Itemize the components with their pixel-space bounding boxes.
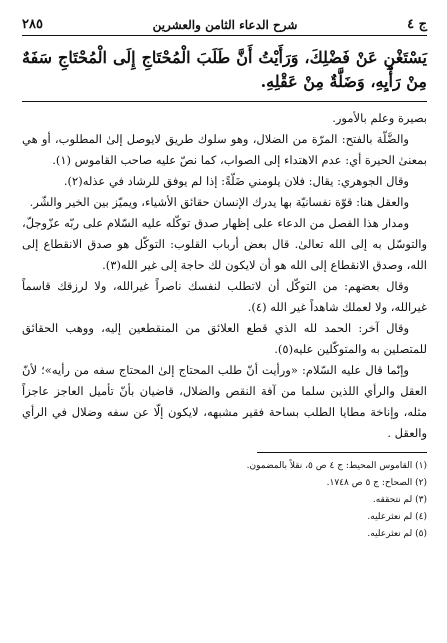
paragraph: بصيرة وعلم بالأمور.: [332, 111, 427, 125]
paragraph: وقال بعضهم: من التوكّل أن لاتطلب لنفسك ناصراً غيرالله، ولا لرزقك قاسماً غيرالله، ولا لعملك شاهداً غير الله (٤).: [22, 279, 427, 314]
commentary-body: [22, 108, 427, 444]
paragraph: وقال الجوهري: يقال: فلان يلومني ضَلّةً: إذا لم يوفق للرشاد في عذله(٢).: [63, 174, 409, 188]
footnote: (٥) لم نعثرعليه.: [367, 529, 427, 539]
footnote: (٢) الصحاح: ج ٥ ص ١٧٤٨.: [326, 478, 427, 488]
paragraph: وإنّما قال عليه السّلام: «ورأيت أنّ طلب المحتاج إلىٰ المحتاج سفه من رأيه»؛ لأنّ العقل والرأي اللذين سلما من آفة النقص والضلال، قاضيان بأنّ تأميل العاجز عاجزاً مثله، وإناخة مطايا الطلب بساحة فقير مشبهه، لايكون إلّا عن سفه وضلال في الرأي والعقل .: [22, 363, 427, 440]
footnotes: [246, 452, 427, 543]
footnote: (٤) لم نعثرعليه.: [367, 512, 427, 522]
supplication-text: يَسْتَغْنِ عَنْ فَضْلِكَ، وَرَأَيْتُ أَنَّ طَلَبَ الْمُحْتَاجِ إِلَى الْمُحْتَاجِ سَفَهٌ مِنْ رَأْيِهِ، وَضَلَّةٌ مِنْ عَقْلِهِ.: [22, 46, 427, 102]
page-header: [22, 10, 427, 36]
footnote: (١) القاموس المحيط: ج ٤ ص ٥، نقلاً بالمضمون.: [246, 461, 427, 471]
paragraph: والضَّلّة بالفتح: المرّة من الضلال، وهو سلوك طريق لايوصل إلىٰ المطلوب، أو هي بمعنىٰ الحيرة أي: عدم الاهتداء إلى الصواب، كما نصّ عليه صاحب القاموس (١).: [22, 132, 427, 167]
footnote: (٣) لم نتحققه.: [372, 495, 427, 505]
paragraph: والعقل هنا: قوّة نفسانيّة بها يدرك الإنسان حقائق الأشياء، ويميّز بين الخير والشّر.: [29, 195, 409, 209]
paragraph: ومدار هذا الفصل من الدعاء على إظهار صدق توكّله عليه السّلام على ربّه عزّوجلّ، والتوسّل به إلى الله تعالىٰ. قال بعض أرباب القلوب: التوكّل هو صدق الانقطاع إلى الله، وصدق الانقطاع إلى الله هو أن لايكون لك حاجة إلى غير الله(٣).: [22, 216, 427, 272]
document-page: [22, 10, 427, 543]
page-number: ٢٨٥: [22, 17, 43, 32]
volume-label: ج ٤: [407, 17, 427, 32]
chapter-title: شرح الدعاء الثامن والعشرين: [152, 18, 298, 32]
paragraph: وقال آخر: الحمد لله الذي قطع العلائق من المنقطعين إليه، ووهب الحقائق للمتصلين به والمتوكّلين عليه(٥).: [22, 321, 427, 356]
